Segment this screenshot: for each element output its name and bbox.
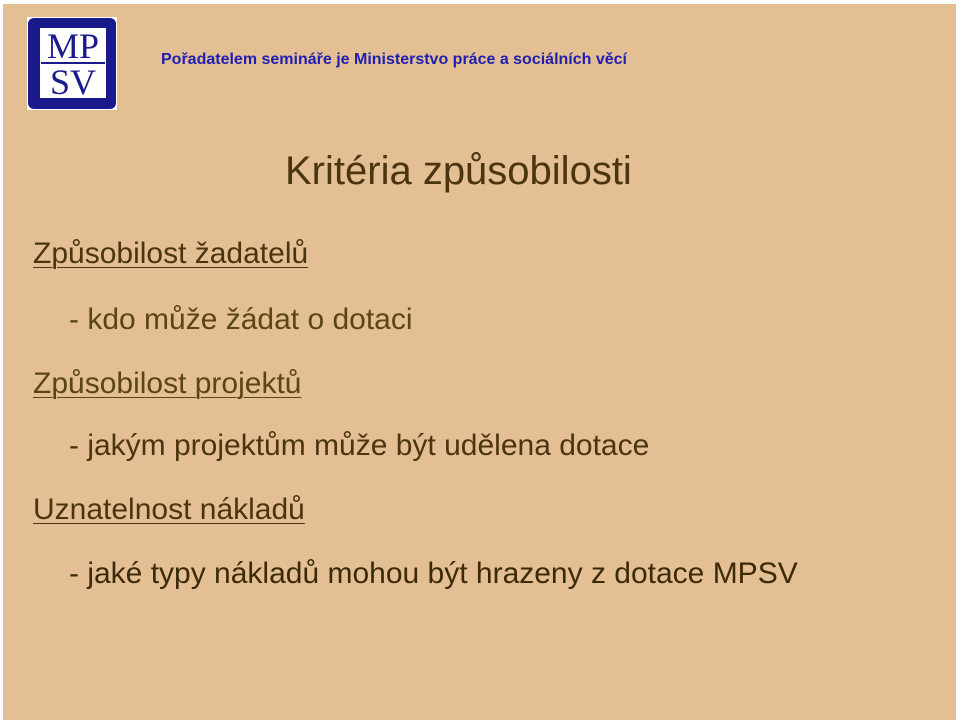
logo-line2: SV xyxy=(49,62,97,102)
heading-cost-eligibility: Uznatelnost nákladů xyxy=(33,493,305,526)
logo-line1: MP xyxy=(46,26,100,66)
heading-applicant-eligibility: Způsobilost žadatelů xyxy=(33,237,309,270)
detail-project-eligibility: - jakým projektům může být udělena dotace xyxy=(69,429,650,462)
mpsv-logo xyxy=(27,17,117,110)
slide-title: Kritéria způsobilosti xyxy=(285,149,632,193)
organizer-text: Pořadatelem semináře je Ministerstvo práce a sociálních věcí xyxy=(161,51,627,68)
detail-applicant-eligibility: - kdo může žádat o dotaci xyxy=(69,303,413,336)
mpsv-logo-icon xyxy=(27,17,117,110)
detail-cost-eligibility: - jaké typy nákladů mohou být hrazeny z dotace MPSV xyxy=(69,557,798,590)
slide xyxy=(3,4,956,720)
heading-project-eligibility: Způsobilost projektů xyxy=(33,367,302,400)
